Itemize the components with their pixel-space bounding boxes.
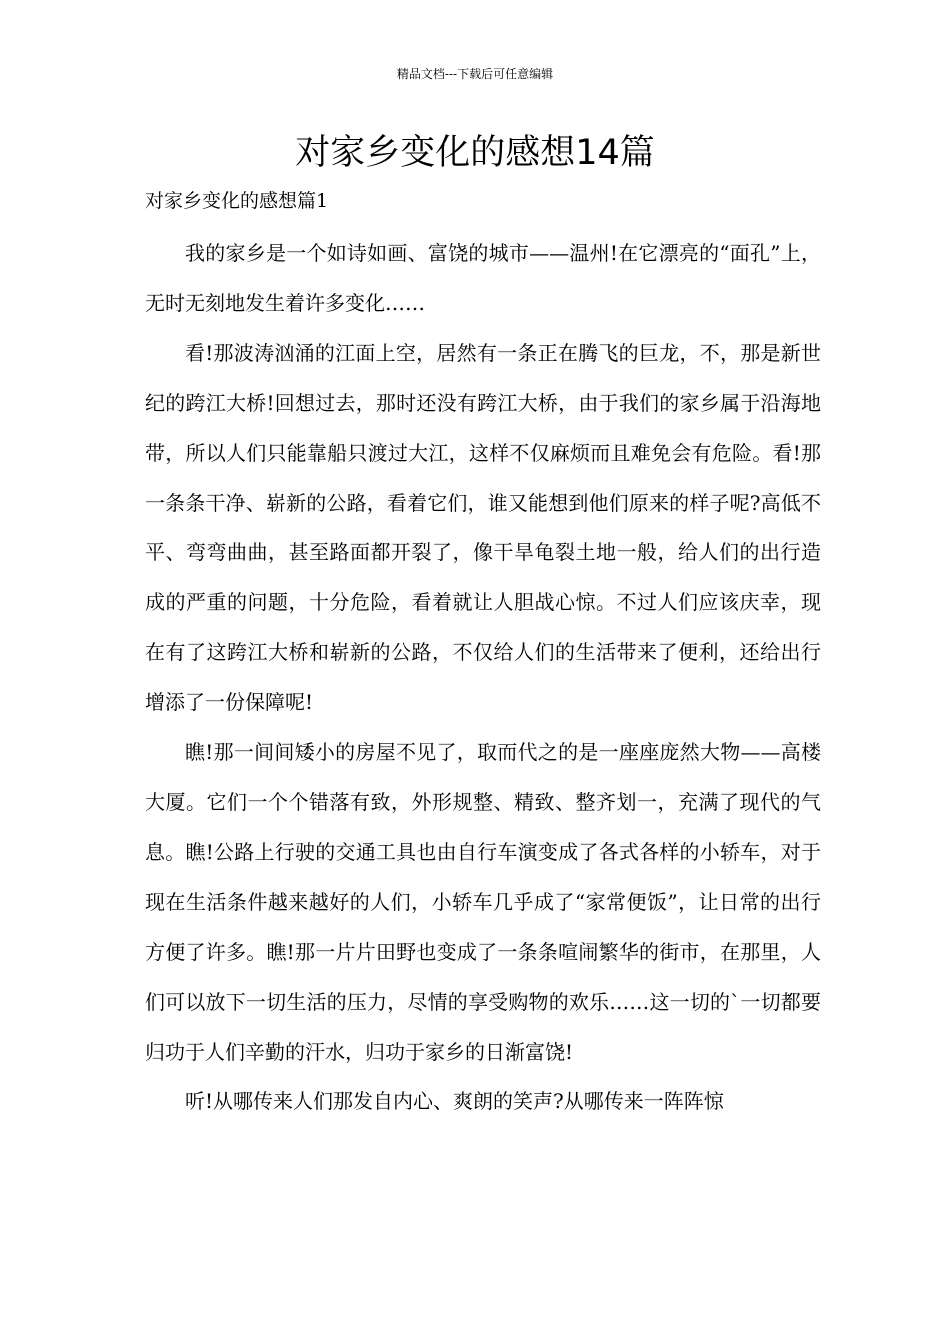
page-header-note: 精品文档---下载后可任意编辑 <box>396 67 554 81</box>
section-heading: 对家乡变化的感想篇1 <box>145 190 329 212</box>
paragraph: 看!那波涛汹涌的江面上空，居然有一条正在腾飞的巨龙，不，那是新世纪的跨江大桥!回想过去，那时还没有跨江大桥，由于我们的家乡属于沿海地带，所以人们只能靠船只渡过大江，这样不仅麻烦而且难免会有危险。看!那一条条干净、崭新的公路，看着它们，谁又能想到他们原来的样子呢?高低不平、弯弯曲曲，甚至路面都开裂了，像干旱龟裂土地一般，给人们的出行造成的严重的问题，十分危险，看着就让人胆战心惊。不过人们应该庆幸，现在有了这跨江大桥和崭新的公路，不仅给人们的生活带来了便利，还给出行增添了一份保障呢! <box>145 340 821 715</box>
document-title: 对家乡变化的感想14篇 <box>295 133 655 173</box>
paragraph: 听!从哪传来人们那发自内心、爽朗的笑声?从哪传来一阵阵惊 <box>185 1089 724 1114</box>
paragraph: 瞧!那一间间矮小的房屋不见了，取而代之的是一座座庞然大物——高楼大厦。它们一个个错落有致，外形规整、精致、整齐划一，充满了现代的气息。瞧!公路上行驶的交通工具也由自行车演变成了各式各样的小轿车，对于现在生活条件越来越好的人们，小轿车几乎成了“家常便饭”，让日常的出行方便了许多。瞧!那一片片田野也变成了一条条喧闹繁华的街市，在那里，人们可以放下一切生活的压力，尽情的享受购物的欢乐……这一切的`一切都要归功于人们辛勤的汗水，归功于家乡的日渐富饶! <box>145 740 821 1064</box>
paragraph: 我的家乡是一个如诗如画、富饶的城市——温州!在它漂亮的“面孔”上，无时无刻地发生着许多变化…… <box>145 241 821 315</box>
body-text <box>145 229 821 1127</box>
